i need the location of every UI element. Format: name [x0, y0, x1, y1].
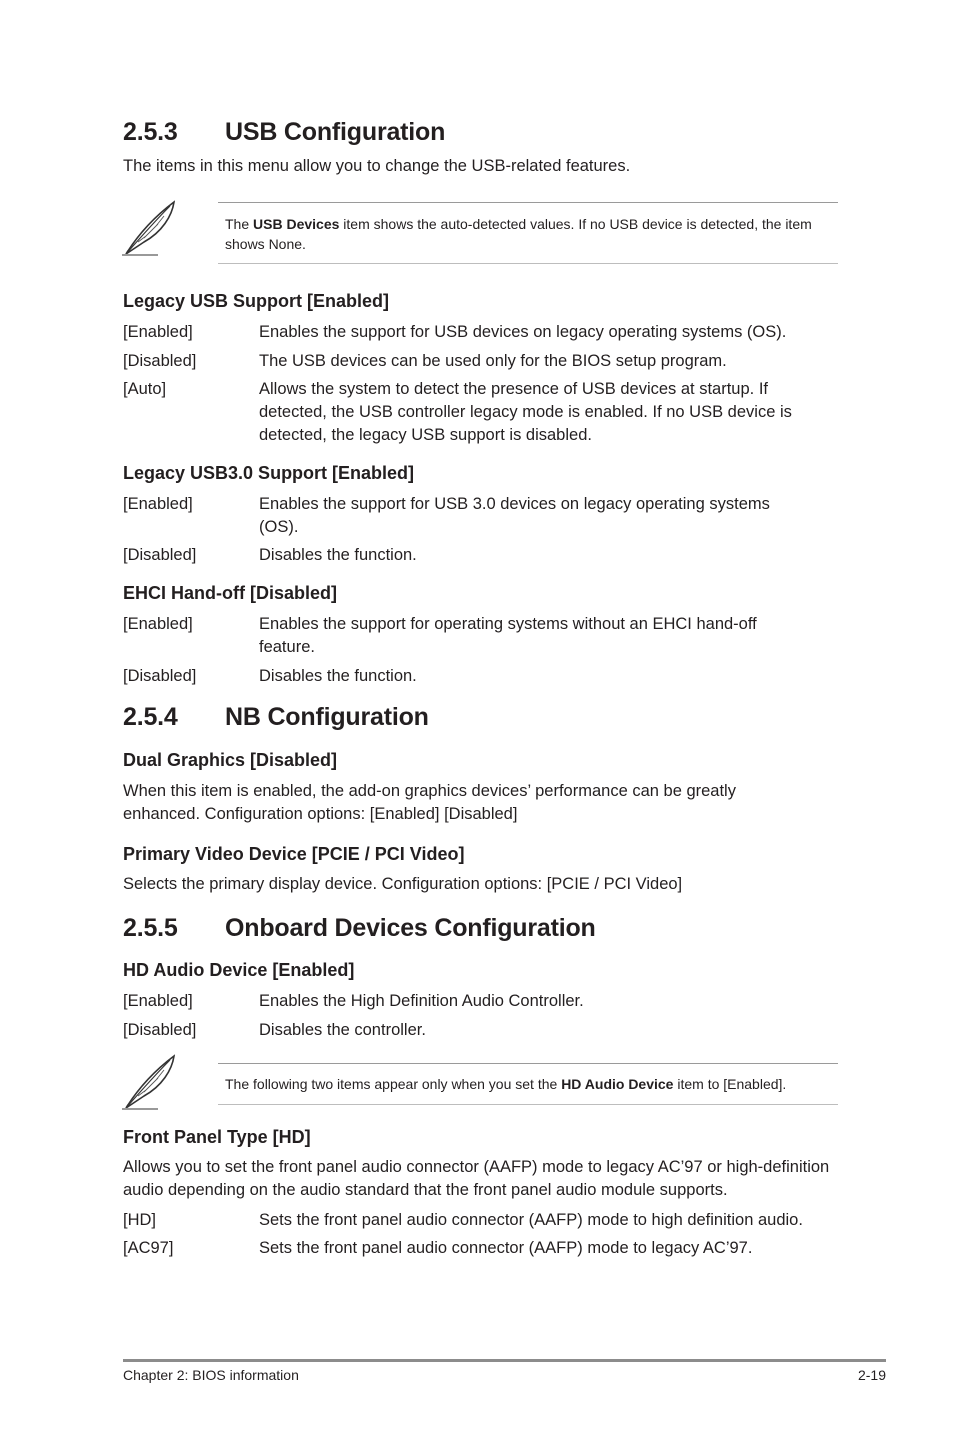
note-feather-icon: [118, 198, 182, 258]
section-heading-usb-configuration: [123, 118, 823, 150]
note-feather-icon: [118, 1052, 182, 1112]
option-row: [123, 665, 843, 688]
option-desc: Sets the front panel audio connector (AAFP) mode to legacy AC’97.: [259, 1239, 753, 1257]
item-description: When this item is enabled, the add-on graphics devices’ performance can be greatly enhanced. Configuration options: [Enabled] [Disabled]: [123, 782, 736, 823]
option-key: [Disabled]: [123, 667, 197, 685]
item-description: Allows you to set the front panel audio connector (AAFP) mode to legacy AC’97 or high-definition audio depending on the audio standard that the front panel audio module supports.: [123, 1158, 830, 1199]
option-desc: Disables the controller.: [259, 1021, 426, 1039]
option-desc: Enables the High Definition Audio Controller.: [259, 992, 584, 1010]
option-row: [123, 990, 843, 1013]
option-key: [Auto]: [123, 380, 167, 398]
option-row: [123, 1237, 843, 1260]
section-title: USB Configuration: [225, 118, 446, 146]
option-row: [123, 544, 843, 567]
item-heading: Front Panel Type [HD]: [123, 1127, 311, 1147]
option-desc: Disables the function.: [259, 667, 417, 685]
option-row: [123, 350, 843, 373]
item-heading: HD Audio Device [Enabled]: [123, 960, 355, 980]
option-key: [Enabled]: [123, 615, 193, 633]
option-row: [123, 1209, 843, 1232]
option-desc: Enables the support for USB 3.0 devices on legacy operating systems (OS).: [259, 495, 770, 536]
section-intro: The items in this menu allow you to change the USB-related features.: [123, 157, 631, 175]
section-number: 2.5.4: [123, 703, 178, 731]
note-text: The USB Devices item shows the auto-detected values. If no USB device is detected, the item shows None.: [225, 216, 812, 252]
footer-divider: [123, 1359, 886, 1362]
item-description: Selects the primary display device. Configuration options: [PCIE / PCI Video]: [123, 875, 683, 893]
option-key: [Enabled]: [123, 323, 193, 341]
option-desc: Enables the support for operating systems without an EHCI hand-off feature.: [259, 615, 757, 656]
option-row: [123, 1019, 843, 1042]
note-bold: USB Devices: [253, 216, 340, 232]
option-desc: Sets the front panel audio connector (AAFP) mode to high definition audio.: [259, 1211, 803, 1229]
section-heading-onboard-devices-configuration: [123, 914, 823, 946]
item-heading: Dual Graphics [Disabled]: [123, 750, 338, 770]
section-title: Onboard Devices Configuration: [225, 914, 596, 942]
section-number: 2.5.5: [123, 914, 178, 942]
item-heading: Legacy USB3.0 Support [Enabled]: [123, 463, 415, 483]
section-heading-nb-configuration: [123, 703, 823, 735]
section-title: NB Configuration: [225, 703, 429, 731]
option-key: [Enabled]: [123, 992, 193, 1010]
item-heading: Primary Video Device [PCIE / PCI Video]: [123, 844, 465, 864]
option-desc: The USB devices can be used only for the BIOS setup program.: [259, 352, 727, 370]
option-key: [HD]: [123, 1211, 156, 1229]
option-key: [Disabled]: [123, 352, 197, 370]
footer-page-number: 2-19: [857, 1367, 886, 1383]
option-desc: Allows the system to detect the presence of USB devices at startup. If detected, the USB controller legacy mode is enabled. If no USB device is detected, the legacy USB support is disabled.: [259, 380, 792, 444]
option-row: [123, 613, 843, 659]
option-desc: Disables the function.: [259, 546, 417, 564]
option-key: [Disabled]: [123, 1021, 197, 1039]
note-box: [218, 1063, 838, 1105]
note-text: The following two items appear only when you set the HD Audio Device item to [Enabled].: [225, 1076, 787, 1092]
item-heading: Legacy USB Support [Enabled]: [123, 291, 390, 311]
note-bold: HD Audio Device: [561, 1076, 674, 1092]
note-box: [218, 202, 838, 264]
option-key: [Disabled]: [123, 546, 197, 564]
item-heading: EHCI Hand-off [Disabled]: [123, 583, 337, 603]
option-key: [Enabled]: [123, 495, 193, 513]
section-number: 2.5.3: [123, 118, 178, 146]
footer-chapter: Chapter 2: BIOS information: [123, 1367, 299, 1383]
option-key: [AC97]: [123, 1239, 174, 1257]
option-desc: Enables the support for USB devices on legacy operating systems (OS).: [259, 323, 787, 341]
option-row: [123, 321, 843, 344]
option-row: [123, 378, 843, 447]
option-row: [123, 493, 843, 539]
